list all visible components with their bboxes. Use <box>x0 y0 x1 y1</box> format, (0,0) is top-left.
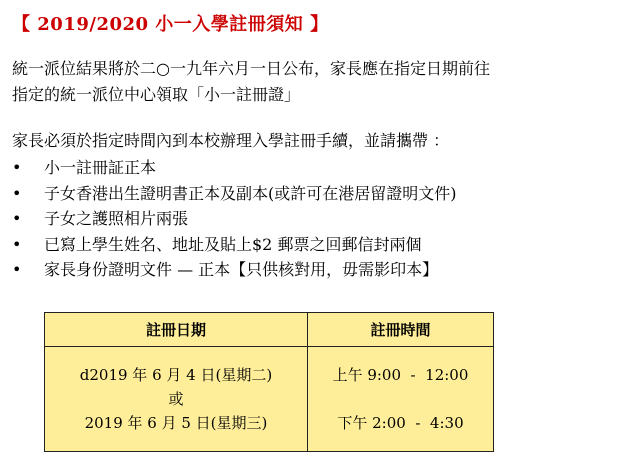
list-item-text: 家長身份證明文件 — 正本【只供核對用，毋需影印本】 <box>44 260 439 279</box>
date-option-2: 2019 年 6 月 5 日(星期三) <box>84 414 268 432</box>
time-afternoon: 下午 2:00 - 4:30 <box>337 414 464 432</box>
intro-line-2: 指定的統一派位中心領取「小一註冊證」 <box>12 85 301 104</box>
instruction-text: 家長必須於指定時間內到本校辦理入學註冊手續，並請攜帶 ： <box>12 131 450 150</box>
date-separator: 或 <box>168 390 184 408</box>
header-registration-date: 註冊日期 <box>45 313 308 347</box>
list-item <box>12 232 457 258</box>
bullet-icon: • <box>12 158 22 177</box>
list-item-text: 已寫上學生姓名、地址及貼上$2 郵票之回郵信封兩個 <box>44 234 422 254</box>
intro-line-1: 統一派位結果將於二○一九年六月一日公布，家長應在指定日期前往 <box>12 59 490 78</box>
bullet-icon: • <box>12 234 22 254</box>
list-item-text: 小一註冊証正本 <box>44 158 157 177</box>
header-registration-time: 註冊時間 <box>307 313 493 347</box>
registration-times-cell <box>307 347 493 452</box>
page-title: 【 2019/2020 小一入學註冊須知 】 <box>12 14 329 35</box>
table-header-row <box>45 313 494 347</box>
bullet-icon: • <box>12 209 22 228</box>
registration-schedule-table <box>44 312 494 452</box>
list-item-text: 子女香港出生證明書正本及副本(或許可在港居留證明文件) <box>44 183 457 203</box>
list-item <box>12 155 457 181</box>
list-item <box>12 206 457 232</box>
list-item <box>12 257 457 283</box>
bullet-icon: • <box>12 260 22 279</box>
date-option-1: d2019 年 6 月 4 日(星期二) <box>79 366 273 384</box>
table-row <box>45 347 494 452</box>
required-documents-list <box>12 155 457 283</box>
bullet-icon: • <box>12 183 22 203</box>
registration-dates-cell <box>45 347 308 452</box>
list-item <box>12 181 457 207</box>
intro-paragraph <box>12 56 490 108</box>
time-morning: 上午 9:00 - 12:00 <box>332 366 469 384</box>
list-item-text: 子女之護照相片兩張 <box>44 209 189 228</box>
